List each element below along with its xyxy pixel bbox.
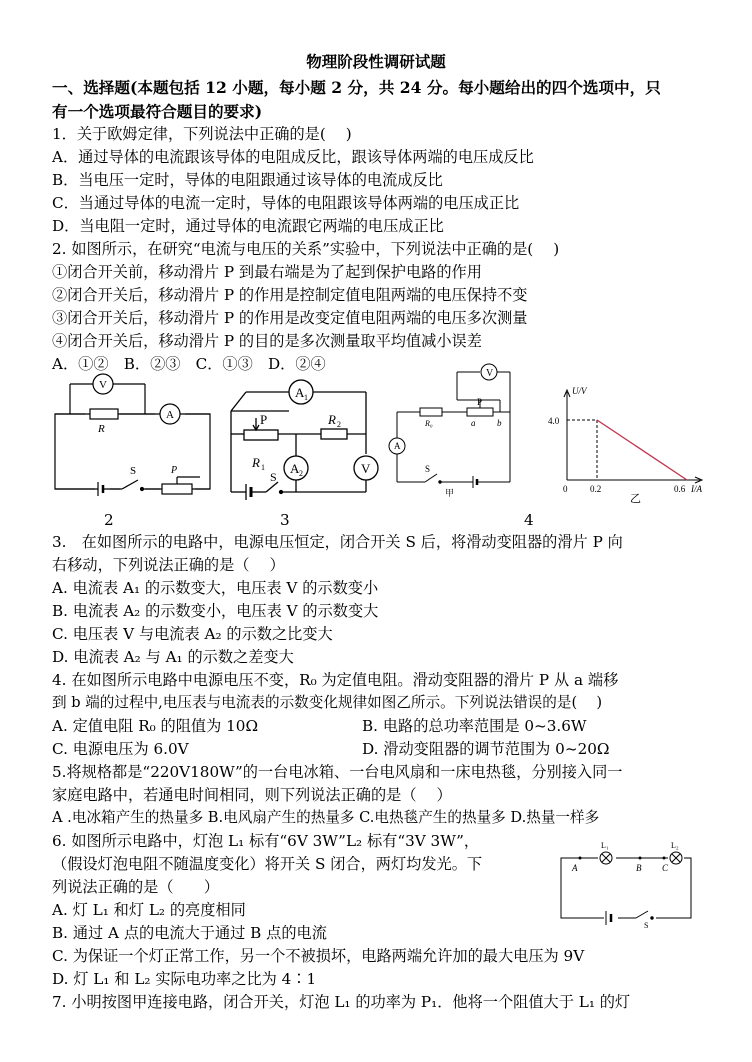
q2-options: A．①② B．②③ C．①③ D．②④ — [52, 355, 326, 373]
q2-statement-1: ①闭合开关前，移动滑片 P 到最右端是为了起到保护电路的作用 — [52, 263, 482, 281]
voltmeter-label: V — [99, 379, 107, 391]
q6-option-d: D. 灯 L₁ 和 L₂ 实际电功率之比为 4∶1 — [52, 970, 317, 988]
svg-text:2: 2 — [299, 469, 303, 478]
svg-text:2: 2 — [337, 420, 341, 429]
figure-3-circuit — [226, 374, 371, 508]
q6-option-b: B. 通过 A 点的电流大于通过 B 点的电流 — [52, 924, 327, 942]
q4-option-b: B. 电路的总功率范围是 0~3.6W — [362, 717, 587, 735]
slider-p-label: P — [260, 412, 268, 427]
switch-label: S — [425, 464, 431, 474]
q7-stem-line1: 7. 小明按图甲连接电路，闭合开关，灯泡 L₁ 的功率为 P₁．他将一个阻值大于 L₁ 的灯 — [52, 993, 631, 1011]
switch-label: S — [270, 470, 277, 484]
q6-option-a: A. 灯 L₁ 和灯 L₂ 的亮度相同 — [52, 901, 246, 919]
q4-stem-line1: 4. 在如图所示电路中电源电压不变，R₀ 为定值电阻。滑动变阻器的滑片 P 从 a 端移 — [52, 671, 619, 689]
slider-p-label: P — [477, 397, 483, 407]
figure-3-label: 3 — [280, 511, 290, 529]
q1-option-d: D．当电阻一定时，通过导体的电流跟它两端的电压成正比 — [52, 217, 444, 235]
ammeter-a2-label: A — [290, 461, 300, 476]
resistor-r2-label: R — [328, 412, 336, 427]
figure-4-graph — [545, 370, 715, 499]
slider-label: P — [171, 465, 178, 476]
q5-stem-line2: 家庭电路中，若通电时间相同，则下列说法正确的是（ ） — [52, 786, 452, 804]
q4-option-c: C. 电源电压为 6.0V — [52, 740, 189, 758]
q4-stem-line2: 到 b 端的过程中,电压表与电流表的示数变化规律如图乙所示。下列说法错误的是( ) — [52, 694, 603, 711]
page-title: 物理阶段性调研试题 — [306, 52, 446, 71]
point-a-label: A — [572, 863, 578, 873]
end-b-label: b — [497, 418, 502, 428]
ammeter-a1-label: A — [295, 385, 305, 400]
q2-statement-4: ④闭合开关后，移动滑片 P 的目的是多次测量取平均值减小误差 — [52, 332, 482, 350]
resistor-r0-label: R₀ — [425, 419, 433, 428]
resistor-r1-label: R — [252, 455, 260, 470]
switch-label: S — [130, 465, 137, 477]
switch-label: S — [644, 921, 649, 930]
q3-option-b: B. 电流表 A₂ 的示数变小，电压表 V 的示数变大 — [52, 602, 379, 620]
voltmeter-label: V — [361, 461, 371, 476]
q1-option-c: C．当通过导体的电流一定时，导体的电阻跟该导体两端的电压成正比 — [52, 194, 520, 212]
q2-statement-2: ②闭合开关后，移动滑片 P 的作用是控制定值电阻两端的电压保持不变 — [52, 286, 528, 304]
svg-text:1: 1 — [304, 393, 308, 402]
graph-x-tick-0: 0 — [563, 484, 568, 494]
graph-y-axis-label: U/V — [572, 386, 587, 396]
q3-stem-line1: 3. 在如图所示的电路中，电源电压恒定，闭合开关 S 后，将滑动变阻器的滑片 P 向 — [52, 533, 623, 551]
point-c-label: C — [662, 863, 669, 873]
q5-options: A .电冰箱产生的热量多 B.电风扇产生的热量多 C.电热毯产生的热量多 D.热量一样多 — [52, 809, 600, 826]
q3-option-c: C. 电压表 V 与电流表 A₂ 的示数之比变大 — [52, 625, 333, 643]
q3-option-d: D. 电流表 A₂ 与 A₁ 的示数之差变大 — [52, 648, 294, 666]
graph-yi-label: 乙 — [630, 492, 641, 505]
figure-2-circuit — [50, 374, 220, 503]
q6-stem-line3: 列说法正确的是（ ） — [52, 878, 220, 896]
q4-option-a: A. 定值电阻 R₀ 的阻值为 10Ω — [52, 717, 259, 735]
q2-stem: 2. 如图所示，在研究“电流与电压的关系”实验中，下列说法中正确的是( ) — [52, 240, 560, 258]
q2-statement-3: ③闭合开关后，移动滑片 P 的作用是改变定值电阻两端的电压多次测量 — [52, 309, 528, 327]
point-b-label: B — [636, 863, 642, 873]
q3-stem-line2: 右移动，下列说法正确的是（ ） — [52, 556, 285, 574]
figure-2-label: 2 — [104, 511, 114, 529]
q1-option-a: A．通过导体的电流跟该导体的电阻成反比，跟该导体两端的电压成反比 — [52, 148, 534, 166]
end-a-label: a — [471, 418, 476, 428]
lamp-l1-label: L₁ — [601, 841, 609, 850]
lamp-l2-label: L₂ — [671, 841, 679, 850]
q1-stem: 1．关于欧姆定律，下列说法中正确的是( ) — [52, 125, 352, 143]
resistor-label: R — [98, 423, 105, 435]
svg-text:1: 1 — [261, 463, 265, 472]
q3-option-a: A. 电流表 A₁ 的示数变大，电压表 V 的示数变小 — [52, 579, 379, 597]
figure-4-label: 4 — [524, 511, 534, 529]
section-heading-line1: 一、选择题(本题包括 12 小题，每小题 2 分，共 24 分。每小题给出的四个选项中，只 — [52, 78, 661, 97]
circuit-jia-label: 甲 — [445, 488, 455, 498]
figure-4-circuit — [385, 360, 520, 498]
ammeter-label: A — [166, 409, 174, 421]
section-heading-line2: 有一个选项最符合题目的要求) — [52, 102, 263, 121]
q6-option-c: C. 为保证一个灯正常工作，另一个不被损坏，电路两端允许加的最大电压为 9V — [52, 947, 585, 965]
graph-x-axis-label: I/A — [691, 484, 702, 494]
q6-stem-line2: （假设灯泡电阻不随温度变化）将开关 S 闭合，两灯均发光。下 — [52, 855, 483, 873]
graph-x-tick-0-6: 0.6 — [674, 484, 686, 494]
q6-stem-line1: 6. 如图所示电路中，灯泡 L₁ 标有“6V 3W”L₂ 标有“3V 3W”， — [52, 832, 480, 850]
ammeter-label: A — [394, 441, 401, 451]
q5-stem-line1: 5.将规格都是“220V180W”的一台电冰箱、一台电风扇和一床电热毯，分别接入同一 — [52, 763, 623, 781]
graph-y-tick-4: 4.0 — [548, 416, 560, 426]
q4-option-d: D. 滑动变阻器的调节范围为 0~20Ω — [362, 740, 610, 758]
graph-x-tick-0-2: 0.2 — [590, 484, 602, 494]
voltmeter-label: V — [486, 368, 494, 379]
figure-6-circuit — [556, 838, 701, 932]
q1-option-b: B．当电压一定时，导体的电阻跟通过该导体的电流成反比 — [52, 171, 443, 189]
